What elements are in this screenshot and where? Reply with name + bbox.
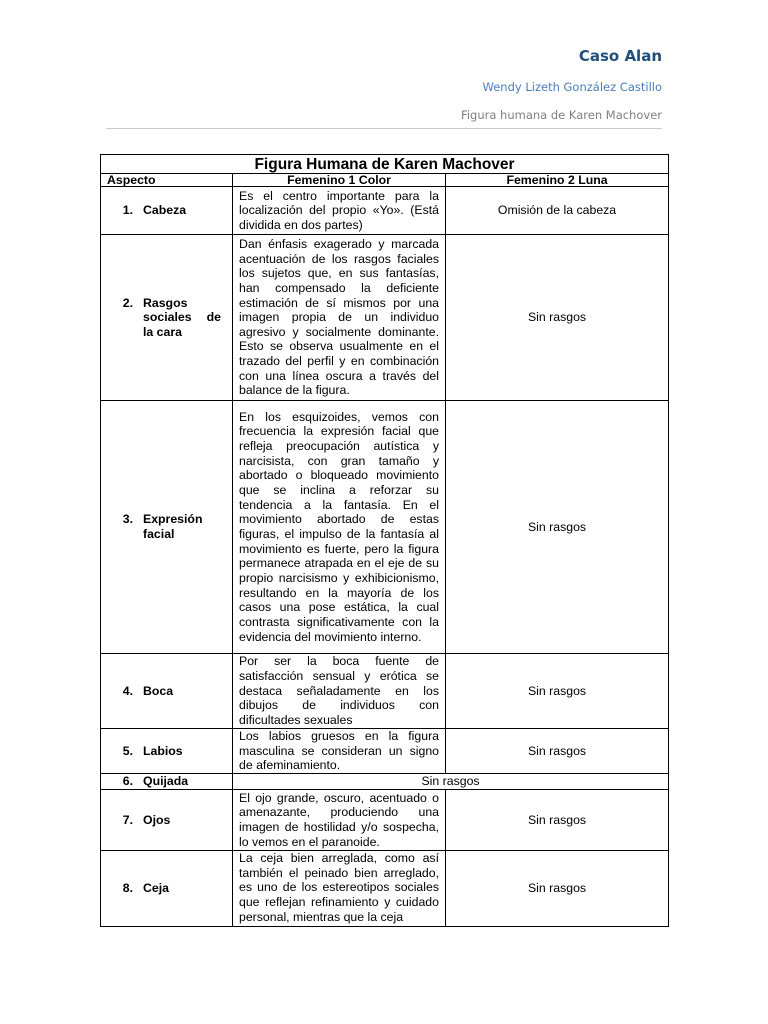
aspect-cell xyxy=(101,790,233,851)
aspect-number: 7. xyxy=(122,812,133,827)
table-row xyxy=(101,851,669,927)
author-name: Wendy Lizeth González Castillo xyxy=(482,80,662,94)
column-header-aspecto: Aspecto xyxy=(101,174,233,187)
table-row xyxy=(101,235,669,401)
machover-table xyxy=(100,154,669,927)
aspect-label: Ceja xyxy=(143,881,169,896)
aspect-number: 4. xyxy=(122,683,133,698)
aspect-label: Cabeza xyxy=(143,203,187,218)
table-row xyxy=(101,654,669,729)
aspect-cell xyxy=(101,851,233,927)
femenino-2-cell: Sin rasgos xyxy=(446,401,669,654)
document-subtitle: Figura humana de Karen Machover xyxy=(461,108,662,122)
femenino-1-cell: Los labios gruesos en la figura masculina se consideran un signo de afeminamiento. xyxy=(233,729,446,774)
aspect-label: Labios xyxy=(143,743,183,758)
table-row xyxy=(101,774,669,790)
femenino-2-cell: Sin rasgos xyxy=(446,235,669,401)
aspect-cell xyxy=(101,401,233,654)
aspect-number: 8. xyxy=(122,881,133,896)
aspect-label: Quijada xyxy=(143,774,189,789)
table-caption-row xyxy=(101,155,669,174)
aspect-label: Boca xyxy=(143,683,174,698)
aspect-cell xyxy=(101,187,233,235)
column-header-femenino-1: Femenino 1 Color xyxy=(233,174,446,187)
aspect-cell xyxy=(101,774,233,790)
femenino-1-cell xyxy=(233,851,446,927)
femenino-1-cell: Es el centro importante para la localización del propio «Yo». (Está dividida en dos partes) xyxy=(233,187,446,235)
aspect-label: Expresión facial xyxy=(143,512,203,541)
column-header-row xyxy=(101,174,669,187)
femenino-1-cell: Dan énfasis exagerado y marcada acentuación de los rasgos faciales los sujetos que, en sus fantasías, han compensado la deficiente estimación de sí mismos por una imagen propia de un individuo agresivo y socialmente dominante. Esto se observa usualmente en el trazado del perfil y en combinación con una línea oscura a través del balance de la figura. xyxy=(233,235,446,401)
table-row xyxy=(101,187,669,235)
table-row xyxy=(101,729,669,774)
aspect-number: 3. xyxy=(122,512,133,527)
header-divider xyxy=(106,128,662,129)
femenino-2-cell: Omisión de la cabeza xyxy=(446,187,669,235)
aspect-cell xyxy=(101,729,233,774)
aspect-label: Rasgos sociales de la cara xyxy=(143,295,221,339)
femenino-2-cell: Sin rasgos xyxy=(446,851,669,927)
aspect-number: 1. xyxy=(122,203,133,218)
aspect-number: 5. xyxy=(122,743,133,758)
femenino-1-text: La ceja bien arreglada, como así también el peinado bien arreglado, es uno de los estereotipos sociales que reflejan refinamiento y cuidado personal, mientras que la ceja xyxy=(239,851,439,924)
aspect-cell xyxy=(101,654,233,729)
aspect-label: Ojos xyxy=(143,812,171,827)
table-caption: Figura Humana de Karen Machover xyxy=(101,155,669,174)
table-row xyxy=(101,401,669,654)
femenino-2-cell: Sin rasgos xyxy=(446,790,669,851)
femenino-1-cell: El ojo grande, oscuro, acentuado o amenazante, produciendo una imagen de hostilidad y/o sospecha, lo vemos en el paranoide. xyxy=(233,790,446,851)
aspect-cell xyxy=(101,235,233,401)
femenino-2-cell: Sin rasgos xyxy=(446,729,669,774)
column-header-femenino-2: Femenino 2 Luna xyxy=(446,174,669,187)
merged-value-cell: Sin rasgos xyxy=(233,774,669,790)
femenino-1-cell: En los esquizoides, vemos con frecuencia la expresión facial que refleja preocupación autística y narcisista, con gran tamaño y abortado o bloqueado movimiento que se inclina a reforzar su tendencia a la fantasía. En el movimiento abortado de estas figuras, el impulso de la fantasía al movimiento es fuerte, pero la figura permanece atrapada en el eje de su propio narcisismo y exhibicionismo, resultando en la mayoría de los casos una pose estática, la cual contrasta significativamente con la evidencia del movimiento interno. xyxy=(233,401,446,654)
aspect-number: 6. xyxy=(122,774,133,789)
femenino-1-cell: Por ser la boca fuente de satisfacción sensual y erótica se destaca señaladamente en los dibujos de individuos con dificultades sexuales xyxy=(233,654,446,729)
aspect-number: 2. xyxy=(122,295,133,310)
table-row xyxy=(101,790,669,851)
femenino-2-cell: Sin rasgos xyxy=(446,654,669,729)
document-title: Caso Alan xyxy=(578,47,662,65)
